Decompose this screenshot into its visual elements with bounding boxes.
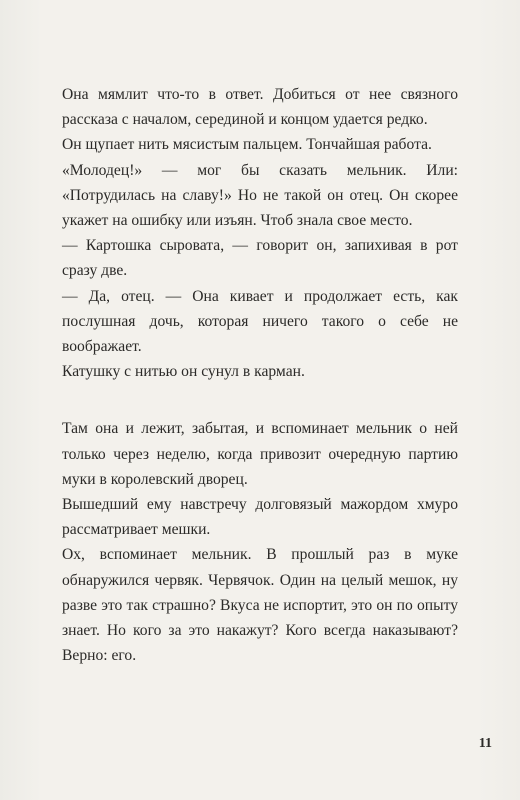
paragraph: Катушку с нитью он сунул в карман. <box>62 363 305 381</box>
paragraph: — Картошка сыровата, — говорит он, запихивая в рот сразу две. <box>62 237 458 280</box>
paragraph: «Молодец!» — мог бы сказать мельник. Или: «Потрудилась на славу!» Но не такой он отец. Он скорее укажет на ошибку или изъян. Чтоб знала свое место. <box>62 161 458 230</box>
page-number: 11 <box>478 736 492 751</box>
paragraph: Вышедший ему навстречу долговязый мажордом хмуро рассматривает мешки. <box>62 496 458 539</box>
paragraph: Ох, вспоминает мельник. В прошлый раз в муке обнаружился червяк. Червячок. Один на целый мешок, ну разве это так страшно? Вкуса не испортит, это он по опыту знает. Но кого за это накажут? Кого всегда наказывают? Верно: его. <box>62 546 458 665</box>
paragraph: — Да, отец. — Она кивает и продолжает есть, как послушная дочь, которая ничего такого о себе не воображает. <box>62 287 458 356</box>
paragraph: Он щупает нить мясистым пальцем. Тончайшая работа. <box>62 136 432 154</box>
section-break <box>62 384 458 416</box>
body-text <box>62 82 458 668</box>
paragraph: Она мямлит что-то в ответ. Добиться от нее связного рассказа с началом, серединой и концом удается редко. <box>62 86 458 129</box>
paragraph: Там она и лежит, забытая, и вспоминает мельник о ней только через неделю, когда привозит очередную партию муки в королевский дворец. <box>62 420 458 488</box>
